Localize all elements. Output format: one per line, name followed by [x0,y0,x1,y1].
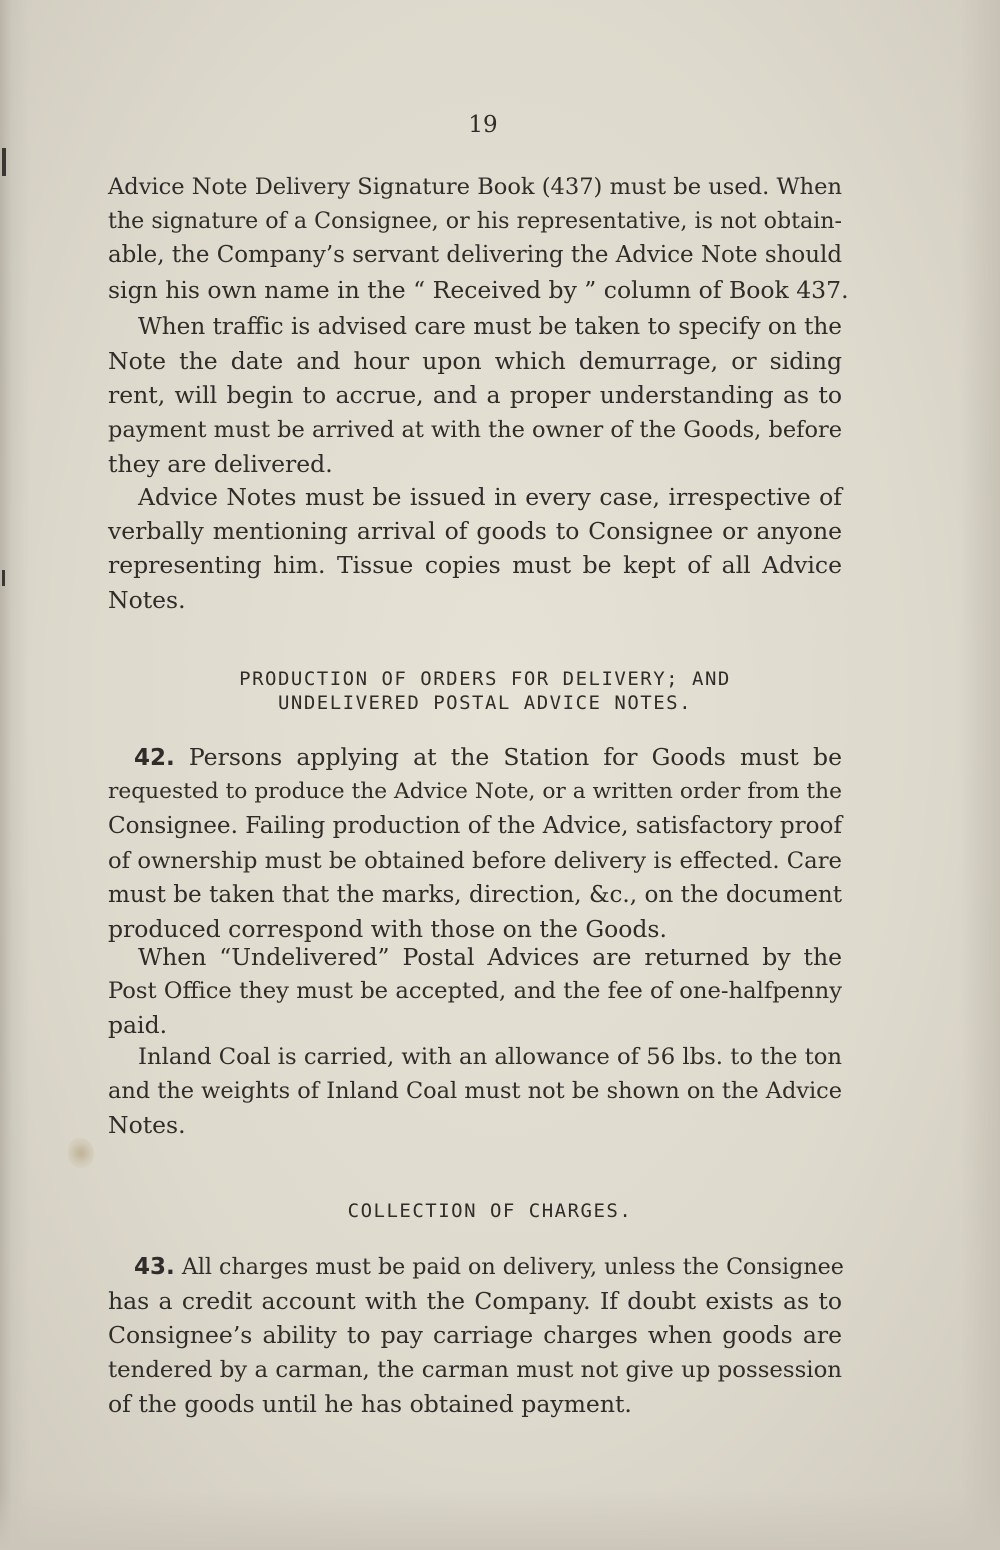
paragraph-inland-coal [108,1040,842,1143]
text-line-content: Persons applying at the Station for Goods must be [188,743,842,771]
text-line: they are delivered. [108,449,333,478]
text-line: Inland Coal is carried, with an allowance of 56 lbs. to the ton [138,1044,842,1070]
text-line: payment must be arrived at with the owner of the Goods, before [108,416,842,443]
text-line: sign his own name in the “ Received by ” column of Book 437. [108,275,849,304]
section-heading-line-2: UNDELIVERED POSTAL ADVICE NOTES. [277,692,693,714]
text-line: Consignee. Failing production of the Advice, satisfactory proof [108,813,842,840]
paragraph-advice-notes-issued [108,480,842,617]
text-line: When “Undelivered” Postal Advices are returned by the [138,943,842,971]
page-bottom-shadow [0,1490,1000,1550]
text-line: requested to produce the Advice Note, or a written order from the [108,779,842,805]
paragraph-undelivered-postal [108,940,842,1043]
text-line: When traffic is advised care must be taken to specify on the [138,314,842,340]
section-heading-line-1: PRODUCTION OF ORDERS FOR DELIVERY; AND [239,668,731,690]
binding-mark [2,148,6,176]
paragraph-section-42 [108,740,842,946]
page-number: 19 [468,112,498,138]
text-line: has a credit account with the Company. If doubt exists as to [108,1287,842,1316]
text-line: Advice Note Delivery Signature Book (437) must be used. When [108,174,842,200]
text-line: Advice Notes must be issued in every case, irrespective of [138,483,842,511]
paragraph-advice-note-book [108,170,849,307]
paragraph-demurrage [108,310,842,481]
text-line: rent, will begin to accrue, and a proper understanding as to [108,381,842,410]
text-line-content: All charges must be paid on delivery, unless the Consignee [181,1254,844,1280]
spine-shadow [0,0,30,1550]
section-heading-collection: COLLECTION OF CHARGES. [347,1200,633,1222]
paper-stain [68,1138,94,1168]
text-line: representing him. Tissue copies must be kept of all Advice [108,551,842,580]
text-line: must be taken that the marks, direction, &c., on the document [108,881,842,908]
text-line: the signature of a Consignee, or his representative, is not obtain- [108,208,842,235]
page-edge-shadow [960,0,1000,1550]
section-number: 42. [134,745,175,771]
binding-mark [2,570,5,586]
section-number: 43. [134,1254,175,1280]
text-line: and the weights of Inland Coal must not be shown on the Advice [108,1078,842,1105]
text-line: verbally mentioning arrival of goods to Consignee or anyone [108,517,842,546]
text-line: able, the Company’s servant delivering the Advice Note should [108,242,842,269]
text-line [108,1250,842,1284]
text-line: Consignee’s ability to pay carriage charges when goods are [108,1321,842,1350]
text-line: Notes. [108,1111,186,1140]
text-line: produced correspond with those on the Goods. [108,915,667,944]
text-line: Post Office they must be accepted, and the fee of one-halfpenny [108,978,842,1005]
text-line: Notes. [108,585,186,614]
text-line: of the goods until he has obtained payment. [108,1389,632,1418]
text-line: of ownership must be obtained before delivery is effected. Care [108,847,842,874]
text-line: paid. [108,1011,168,1040]
text-line: tendered by a carman, the carman must not give up possession [108,1356,842,1383]
text-line: Note the date and hour upon which demurrage, or siding [108,347,842,376]
paragraph-section-43 [108,1250,842,1421]
text-line [108,740,842,775]
